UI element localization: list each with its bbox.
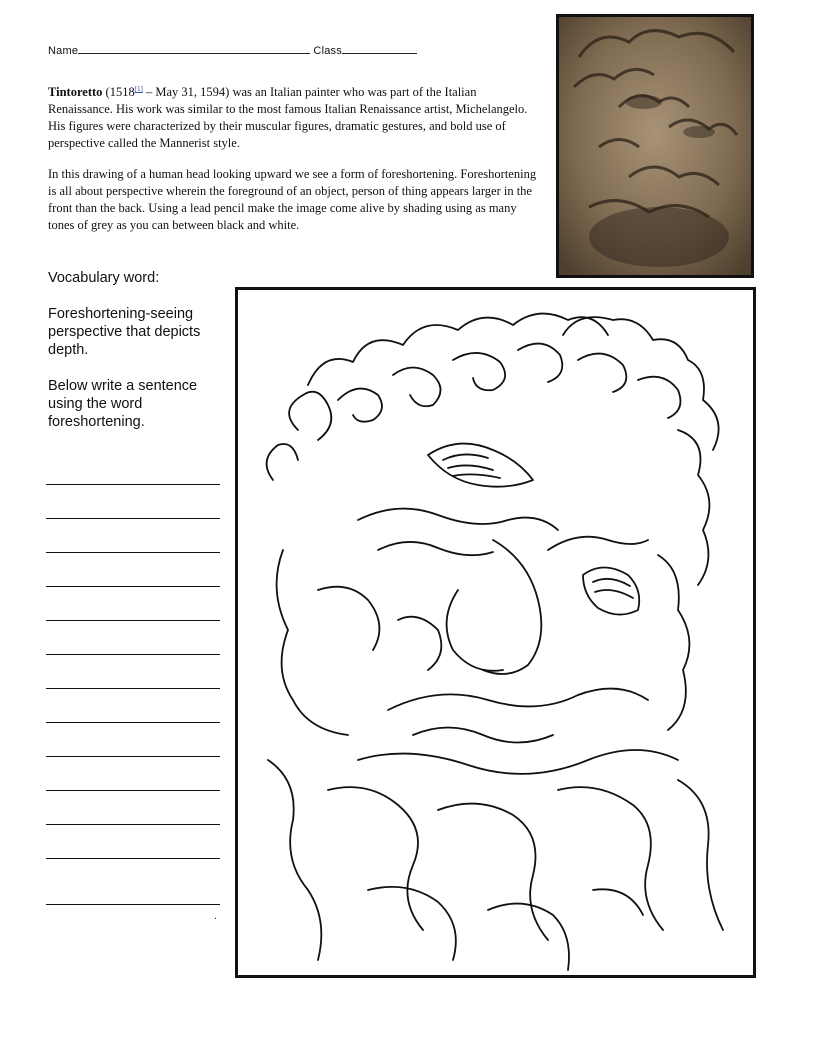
name-class-header — [48, 44, 417, 57]
class-label: Class — [313, 45, 342, 57]
instructions-paragraph: In this drawing of a human head looking upward we see a form of foreshortening. Foreshortening is all about perspective wherein the foreground of an object, person of thing appears larger in the front than the back. Using a lead pencil make the image come alive by shading using as many tones of grey as you can between black and white. — [48, 167, 537, 233]
class-blank[interactable] — [342, 44, 417, 54]
answer-line[interactable] — [46, 518, 220, 519]
photo-image — [559, 17, 751, 275]
end-mark: . — [214, 908, 217, 922]
bio-rest: – May 31, 1594) was an Italian painter who was part of the Italian Renaissance. His work was similar to the most famous Italian Renaissance artist, Michelangelo. His figures were characterized by their muscular figures, dramatic gestures, and bold use of perspective called the Mannerist style. — [48, 85, 528, 151]
answer-line[interactable] — [46, 858, 220, 859]
answer-line[interactable] — [46, 620, 220, 621]
answer-line[interactable] — [46, 654, 220, 655]
answer-line[interactable] — [46, 756, 220, 757]
sentence-instruction: Below write a sentence using the word foreshortening. — [48, 378, 198, 430]
answer-line[interactable] — [46, 722, 220, 723]
vocab-definition: Foreshortening-seeing perspective that depicts depth. — [48, 306, 201, 358]
vocabulary-panel — [48, 269, 228, 449]
answer-line[interactable] — [46, 688, 220, 689]
vocab-heading: Vocabulary word: — [48, 270, 160, 286]
answer-line[interactable] — [46, 586, 220, 587]
answer-line[interactable] — [46, 552, 220, 553]
head-outline-icon — [238, 290, 753, 975]
outline-drawing — [235, 287, 756, 978]
name-label: Name — [48, 45, 79, 57]
citation-link[interactable]: [1] — [134, 85, 143, 93]
tintoretto-photo — [556, 14, 754, 278]
artist-name: Tintoretto — [48, 85, 103, 100]
answer-line[interactable] — [46, 790, 220, 791]
name-blank[interactable] — [78, 44, 310, 54]
answer-line[interactable] — [46, 904, 220, 905]
intro-text — [48, 81, 538, 248]
bio-paragraph — [48, 81, 538, 152]
answer-line[interactable] — [46, 484, 220, 485]
answer-line[interactable] — [46, 824, 220, 825]
birth-year: (1518 — [105, 85, 135, 100]
